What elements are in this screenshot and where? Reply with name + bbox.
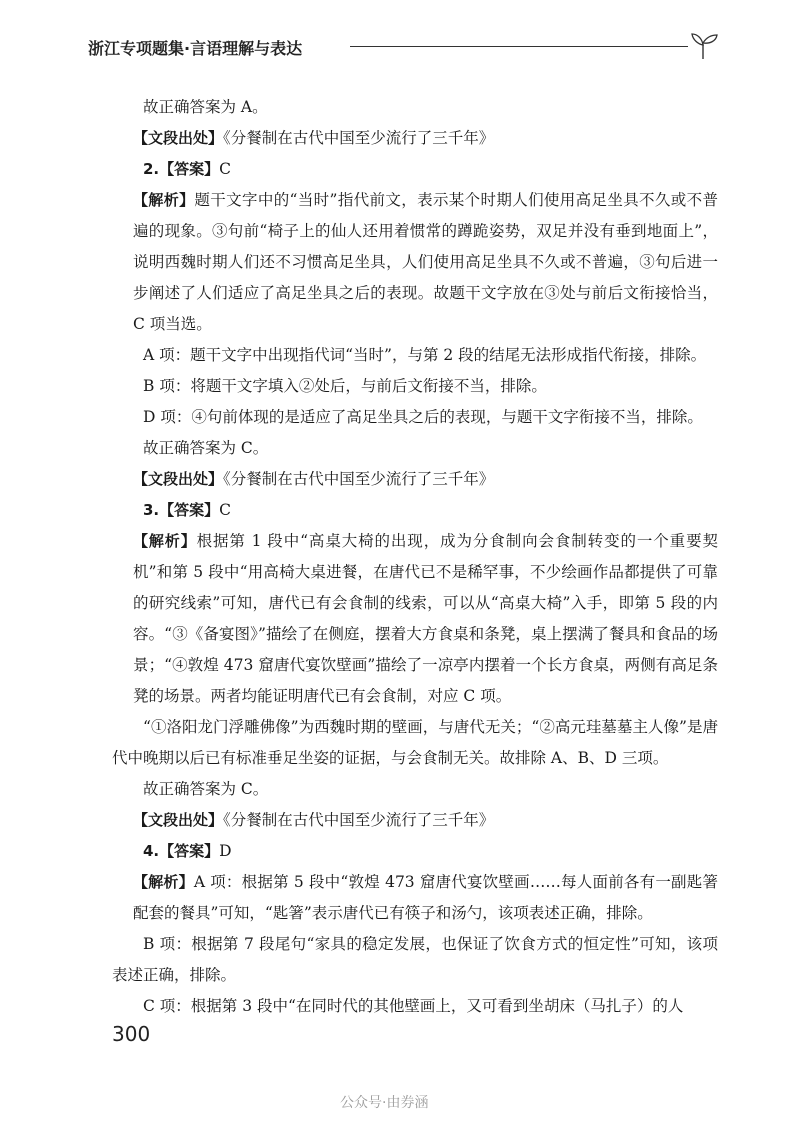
question-number: 2. bbox=[143, 160, 160, 178]
page-number: 300 bbox=[112, 1022, 151, 1046]
header-rule bbox=[350, 46, 688, 47]
question-number: 3. bbox=[143, 501, 160, 519]
option-c-paragraph: C 项：根据第 3 段中“在同时代的其他壁画上，又可看到坐胡床（马扎子）的人 bbox=[143, 997, 684, 1015]
answer-explanations bbox=[112, 92, 718, 1022]
source-line bbox=[112, 805, 718, 836]
analysis-tag: 【解析】 bbox=[133, 532, 197, 550]
answer-line-3 bbox=[112, 495, 718, 526]
analysis-paragraph bbox=[112, 185, 718, 340]
analysis-text: 题干文字中的“当时”指代前文，表示某个时期人们使用高足坐具不久或不普遍的现象。③句前“椅子上的仙人还用着惯常的蹲跪姿势，双足并没有垂到地面上”，说明西魏时期人们还不习惯高足坐具，人们使用高足坐具不久或不普遍，③句后进一步阐述了人们适应了高足坐具之后的表现。故题干文字放在③处与前后文衔接恰当，C 项当选。 bbox=[133, 191, 718, 333]
source-tag: 【文段出处】 bbox=[133, 129, 224, 147]
answer-value: C bbox=[219, 501, 232, 519]
analysis-tag: 【解析】 bbox=[133, 191, 195, 209]
conclusion-line: 故正确答案为 C。 bbox=[143, 780, 269, 798]
source-tag: 【文段出处】 bbox=[133, 811, 224, 829]
header-title: 浙江专项题集·言语理解与表达 bbox=[88, 39, 303, 58]
analysis-paragraph bbox=[112, 526, 718, 712]
watermark: 公众号·由券涵 bbox=[340, 1095, 429, 1111]
option-b-paragraph: B 项：根据第 7 段尾句“家具的稳定发展，也保证了饮食方式的恒定性”可知，该项表述正确，排除。 bbox=[112, 935, 718, 984]
answer-line-4 bbox=[112, 836, 718, 867]
source-text: 《分餐制在古代中国至少流行了三千年》 bbox=[223, 470, 495, 488]
answer-tag: 【答案】 bbox=[159, 501, 220, 519]
option-d-paragraph: D 项：④句前体现的是适应了高足坐具之后的表现，与题干文字衔接不当，排除。 bbox=[143, 408, 703, 426]
exclusion-paragraph: “①洛阳龙门浮雕佛像”为西魏时期的壁画，与唐代无关；“②高元珪墓墓主人像”是唐代中晚期以后已有标准垂足坐姿的证据，与会食制无关。故排除 A、B、D 三项。 bbox=[112, 718, 718, 767]
conclusion-line: 故正确答案为 A。 bbox=[143, 98, 268, 116]
conclusion-line: 故正确答案为 C。 bbox=[143, 439, 269, 457]
source-text: 《分餐制在古代中国至少流行了三千年》 bbox=[223, 129, 495, 147]
source-text: 《分餐制在古代中国至少流行了三千年》 bbox=[223, 811, 495, 829]
option-a-paragraph: A 项：题干文字中出现指代词“当时”，与第 2 段的结尾无法形成指代衔接，排除。 bbox=[143, 346, 707, 364]
analysis-text: A 项：根据第 5 段中“敦煌 473 窟唐代宴饮壁画……每人面前各有一副匙箸配套的餐具”可知，“匙箸”表示唐代已有筷子和汤勺，该项表述正确，排除。 bbox=[133, 873, 718, 922]
source-line bbox=[112, 464, 718, 495]
analysis-paragraph bbox=[112, 867, 718, 929]
answer-value: D bbox=[219, 842, 232, 860]
answer-value: C bbox=[219, 160, 232, 178]
answer-tag: 【答案】 bbox=[159, 160, 220, 178]
running-header bbox=[88, 30, 728, 64]
source-line bbox=[112, 123, 718, 154]
analysis-tag: 【解析】 bbox=[133, 873, 194, 891]
answer-line-2 bbox=[112, 154, 718, 185]
option-b-paragraph: B 项：将题干文字填入②处后，与前后文衔接不当，排除。 bbox=[143, 377, 547, 395]
analysis-text: 根据第 1 段中“高桌大椅的出现，成为分食制向会食制转变的一个重要契机”和第 5 段中“用高椅大桌进餐，在唐代已不是稀罕事，不少绘画作品都提供了可靠的研究线索”可知，唐代已有会食制的线索，可以从“高桌大椅”入手，即第 5 段的内容。“③《备宴图》”描绘了在侧庭，摆着大方食桌和条凳，桌上摆满了餐具和食品的场景；“④敦煌 473 窟唐代宴饮壁画”描绘了一凉亭内摆着一个长方食桌，两侧有高足条凳的场景。两者均能证明唐代已有会食制，对应 C 项。 bbox=[133, 532, 718, 705]
answer-tag: 【答案】 bbox=[159, 842, 220, 860]
question-number: 4. bbox=[143, 842, 160, 860]
sprout-icon bbox=[686, 30, 720, 60]
source-tag: 【文段出处】 bbox=[133, 470, 224, 488]
